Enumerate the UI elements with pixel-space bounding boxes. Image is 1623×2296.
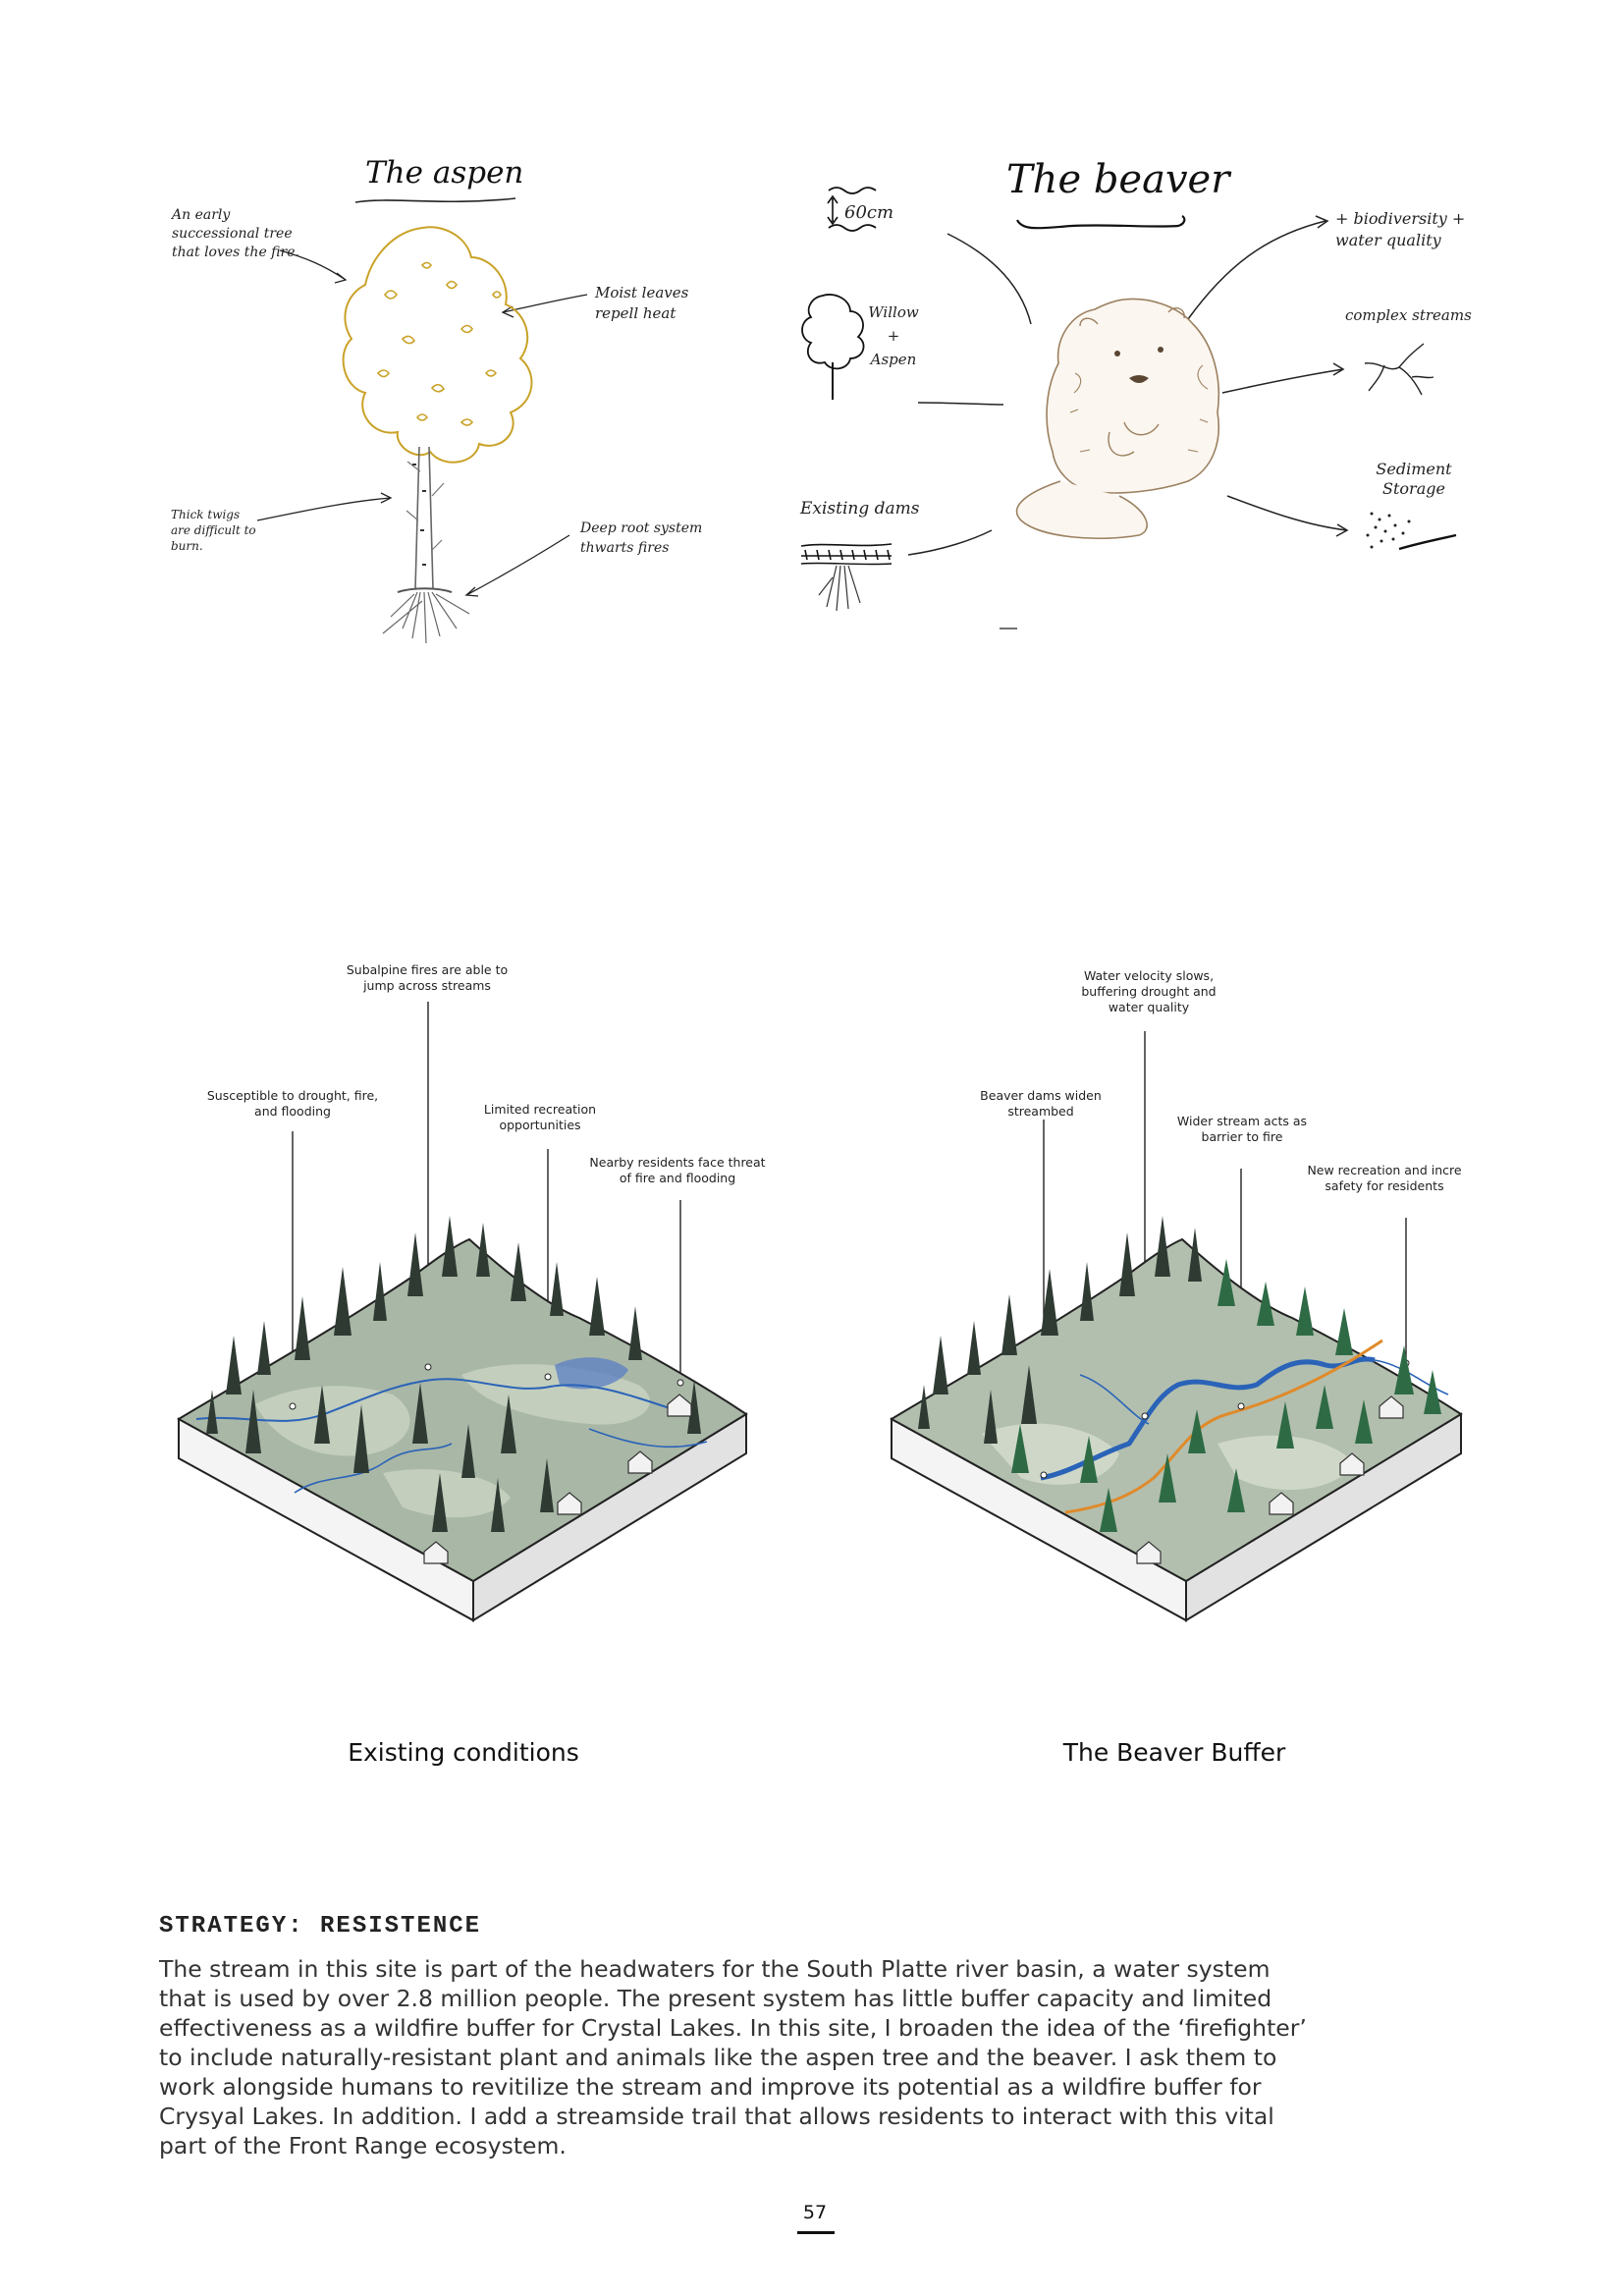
- beaver-title: The beaver: [1006, 157, 1230, 202]
- label-limited-recreation: Limited recreation opportunities: [483, 1102, 597, 1132]
- label-water-velocity: Water velocity slows, buffering drought and water quality: [1081, 968, 1217, 1014]
- caption-existing-conditions: Existing conditions: [348, 1738, 579, 1767]
- aspen-note-moist-leaves: Moist leaves repell heat: [595, 284, 689, 322]
- strategy-heading: STRATEGY: RESISTENCE: [159, 1913, 482, 1940]
- aspen-note-deep-root: Deep root system thwarts fires: [580, 520, 703, 556]
- beaver-existing-dams-label: Existing dams: [800, 499, 920, 519]
- label-beaver-dams: Beaver dams widen streambed: [980, 1088, 1102, 1119]
- label-susceptible: Susceptible to drought, fire, and flooding: [206, 1088, 379, 1119]
- label-new-recreation: New recreation and incre safety for residents: [1307, 1163, 1462, 1193]
- beaver-complex-streams-label: complex streams: [1345, 306, 1472, 324]
- strategy-body: The stream in this site is part of the headwaters for the South Platte river basin, a water system that is used by over 2.8 million people. The present system has little buffer capacity and limited effectiveness as a wildfire buffer for Crystal Lakes. In this site, I broaden the idea of the ‘firefighter’ to include naturally-resistant plant and animals like the aspen tree and the beaver. I ask them to work alongside humans to revitilize the stream and improve its potential as a wildfire buffer for Crysyal Lakes. In addition. I add a streamside trail that allows residents to interact with this vital part of the Front Range ecosystem.: [159, 1955, 1307, 2159]
- beaver-biodiversity-label: + biodiversity + water quality: [1335, 209, 1466, 249]
- page-number: 57: [802, 2202, 828, 2223]
- aspen-note-early-successional: An early successional tree that loves the fire.: [172, 207, 299, 260]
- beaver-sediment-label: Sediment Storage: [1376, 460, 1452, 498]
- aspen-note-thick-twigs: Thick twigs are difficult to burn.: [171, 508, 256, 553]
- label-wider-stream: Wider stream acts as barrier to fire: [1176, 1114, 1308, 1144]
- beaver-size-label: 60cm: [844, 202, 894, 223]
- aspen-title: The aspen: [365, 155, 524, 191]
- caption-beaver-buffer: The Beaver Buffer: [1062, 1738, 1286, 1767]
- label-residents-threat: Nearby residents face threat of fire and flooding: [589, 1155, 766, 1185]
- label-subalpine-fires: Subalpine fires are able to jump across streams: [346, 962, 509, 993]
- beaver-willow-aspen-label: Willow + Aspen: [868, 303, 919, 368]
- page-number-underline: [797, 2231, 835, 2234]
